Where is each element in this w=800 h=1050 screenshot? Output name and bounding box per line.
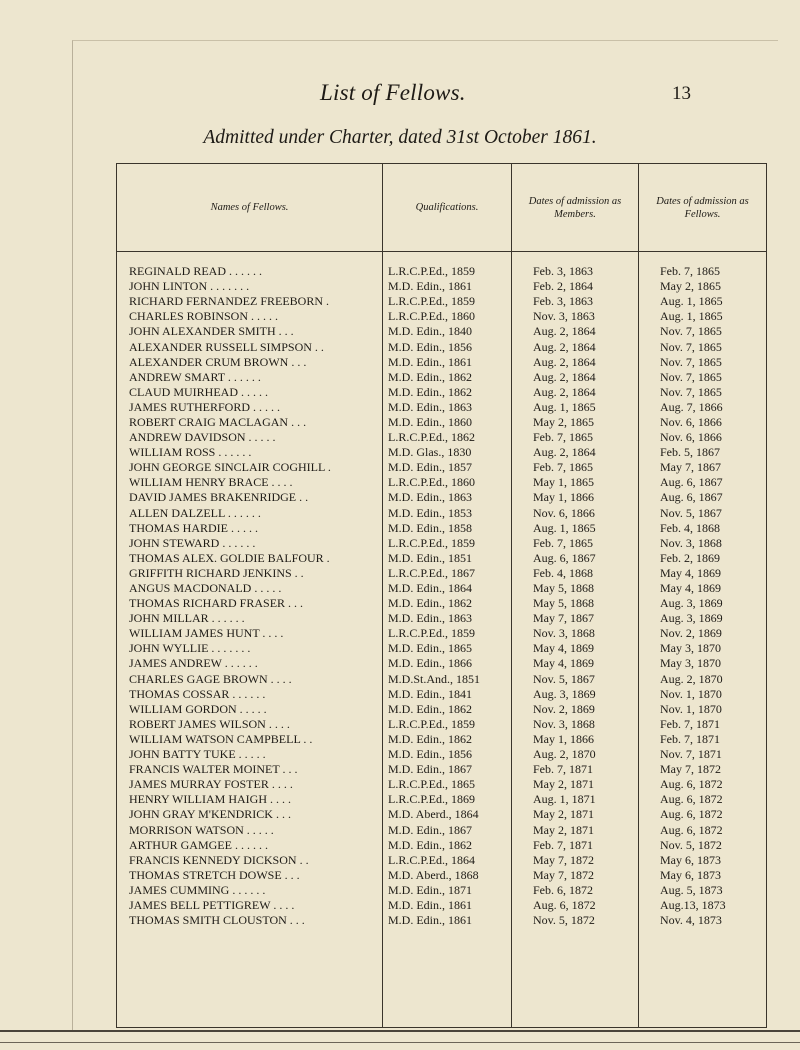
fellow-date: Feb. 7, 1871: [660, 716, 720, 731]
fellow-date: Aug. 1, 1865: [660, 309, 723, 324]
member-date: May 7, 1867: [512, 611, 639, 626]
qualification: M.D. Edin., 1862: [383, 596, 512, 611]
member-date: May 1, 1866: [512, 732, 639, 747]
qualification: M.D. Edin., 1863: [383, 490, 512, 505]
member-date: Nov. 2, 1869: [512, 702, 639, 717]
fellow-date: Feb. 7, 1871: [660, 731, 720, 746]
qualification: M.D. Edin., 1861: [383, 355, 512, 370]
qualification: L.R.C.P.Ed., 1860: [383, 475, 512, 490]
qualification: M.D. Edin., 1861: [383, 279, 512, 294]
member-date: Nov. 3, 1863: [512, 309, 639, 324]
fellow-name: JAMES CUMMING . . . . . .: [117, 883, 383, 898]
table-row: [117, 506, 767, 521]
member-date: Feb. 7, 1865: [512, 430, 639, 445]
fellow-name: JAMES ANDREW . . . . . .: [117, 656, 383, 671]
member-date: May 4, 1869: [512, 656, 639, 671]
fellow-date: May 7, 1867: [660, 460, 721, 475]
qualification: M.D. Edin., 1863: [383, 611, 512, 626]
member-date: Feb. 3, 1863: [512, 252, 639, 280]
table-row: [117, 853, 767, 868]
table-row: [117, 641, 767, 656]
fellow-date: Aug. 7, 1866: [660, 399, 723, 414]
table-row: [117, 279, 767, 294]
member-date: May 4, 1869: [512, 641, 639, 656]
qualification: L.R.C.P.Ed., 1859: [383, 252, 512, 280]
member-date: May 5, 1868: [512, 581, 639, 596]
fellow-date: Aug. 6, 1872: [660, 822, 723, 837]
fellow-name: JOHN GEORGE SINCLAIR COGHILL .: [117, 460, 383, 475]
fellow-name: WILLIAM HENRY BRACE . . . .: [117, 475, 383, 490]
member-date: Feb. 3, 1863: [512, 294, 639, 309]
table-row: [117, 536, 767, 551]
member-date: May 2, 1865: [512, 415, 639, 430]
column-header-fellow-dates: Dates of admission as Fellows.: [639, 164, 767, 252]
qualification: M.D. Edin., 1862: [383, 385, 512, 400]
member-date: May 2, 1871: [512, 777, 639, 792]
fellow-name: CHARLES ROBINSON . . . . .: [117, 309, 383, 324]
fellow-name: ANDREW SMART . . . . . .: [117, 370, 383, 385]
fellow-date: May 4, 1869: [660, 581, 721, 596]
qualification: M.D.St.And., 1851: [383, 672, 512, 687]
qualification: L.R.C.P.Ed., 1865: [383, 777, 512, 792]
fellow-name: JOHN WYLLIE . . . . . . .: [117, 641, 383, 656]
member-date: Aug. 2, 1864: [512, 370, 639, 385]
member-date: May 1, 1866: [512, 490, 639, 505]
fellow-name: THOMAS HARDIE . . . . .: [117, 521, 383, 536]
fellow-date: Nov. 2, 1869: [660, 626, 722, 641]
member-date: Aug. 1, 1865: [512, 521, 639, 536]
table-row: [117, 762, 767, 777]
table-row: [117, 792, 767, 807]
fellow-date: Aug. 6, 1867: [660, 475, 723, 490]
qualification: L.R.C.P.Ed., 1859: [383, 717, 512, 732]
member-date: Aug. 2, 1864: [512, 324, 639, 339]
fellow-name: MORRISON WATSON . . . . .: [117, 822, 383, 837]
member-date: Nov. 5, 1872: [512, 913, 639, 1028]
qualification: M.D. Edin., 1851: [383, 551, 512, 566]
qualification: M.D. Aberd., 1868: [383, 868, 512, 883]
table-row: [117, 596, 767, 611]
table-row: [117, 898, 767, 913]
table-row: [117, 822, 767, 837]
member-date: May 5, 1868: [512, 596, 639, 611]
qualification: M.D. Edin., 1853: [383, 506, 512, 521]
fellow-name: WILLIAM WATSON CAMPBELL . .: [117, 732, 383, 747]
member-date: Nov. 3, 1868: [512, 626, 639, 641]
fellow-date: Aug. 1, 1865: [660, 294, 723, 309]
fellow-name: RICHARD FERNANDEZ FREEBORN .: [117, 294, 383, 309]
column-header-member-dates: Dates of admission as Members.: [512, 164, 639, 252]
table-row: [117, 415, 767, 430]
qualification: L.R.C.P.Ed., 1869: [383, 792, 512, 807]
table-row: [117, 656, 767, 671]
member-date: Aug. 2, 1864: [512, 339, 639, 354]
fellow-name: JOHN LINTON . . . . . . .: [117, 279, 383, 294]
fellow-name: JOHN BATTY TUKE . . . . .: [117, 747, 383, 762]
page-title: List of Fellows.: [320, 80, 466, 105]
table-row: [117, 460, 767, 475]
member-date: Aug. 6, 1867: [512, 551, 639, 566]
fellow-date: Feb. 4, 1868: [660, 520, 720, 535]
qualification: M.D. Edin., 1865: [383, 641, 512, 656]
table-row: [117, 355, 767, 370]
table-row: [117, 294, 767, 309]
table-row: [117, 732, 767, 747]
fellow-date: Aug. 6, 1872: [660, 807, 723, 822]
table-row: [117, 430, 767, 445]
qualification: M.D. Edin., 1860: [383, 415, 512, 430]
qualification: M.D. Edin., 1857: [383, 460, 512, 475]
member-date: May 2, 1871: [512, 807, 639, 822]
page-number: 13: [672, 83, 691, 104]
fellow-date: May 3, 1870: [660, 641, 721, 656]
table-row: [117, 838, 767, 853]
member-date: Nov. 6, 1866: [512, 506, 639, 521]
table-row: [117, 385, 767, 400]
fellow-date: Nov. 5, 1867: [660, 505, 722, 520]
member-date: Feb. 2, 1864: [512, 279, 639, 294]
member-date: Feb. 7, 1871: [512, 762, 639, 777]
table-row: [117, 370, 767, 385]
fellow-name: ANGUS MACDONALD . . . . .: [117, 581, 383, 596]
fellow-date: Nov. 6, 1866: [660, 414, 722, 429]
qualification: M.D. Edin., 1862: [383, 370, 512, 385]
member-date: May 1, 1865: [512, 475, 639, 490]
fellow-name: CLAUD MUIRHEAD . . . . .: [117, 385, 383, 400]
qualification: M.D. Edin., 1867: [383, 822, 512, 837]
fellow-name: WILLIAM GORDON . . . . .: [117, 702, 383, 717]
fellow-name: JAMES MURRAY FOSTER . . . .: [117, 777, 383, 792]
qualification: M.D. Edin., 1863: [383, 400, 512, 415]
fellow-name: ALEXANDER CRUM BROWN . . .: [117, 355, 383, 370]
fellow-date: Feb. 7, 1865: [660, 264, 720, 279]
table-row: [117, 611, 767, 626]
table-row: [117, 339, 767, 354]
fellow-name: HENRY WILLIAM HAIGH . . . .: [117, 792, 383, 807]
member-date: Aug. 1, 1865: [512, 400, 639, 415]
fellow-name: REGINALD READ . . . . . .: [117, 252, 383, 280]
member-date: May 2, 1871: [512, 822, 639, 837]
table-row: [117, 687, 767, 702]
table-row: [117, 521, 767, 536]
fellows-table: [116, 163, 767, 1028]
member-date: Aug. 2, 1864: [512, 385, 639, 400]
member-date: Aug. 3, 1869: [512, 687, 639, 702]
table-row: [117, 581, 767, 596]
fellow-name: THOMAS SMITH CLOUSTON . . .: [117, 913, 383, 1028]
fellow-name: CHARLES GAGE BROWN . . . .: [117, 672, 383, 687]
fellow-date: Nov. 1, 1870: [660, 701, 722, 716]
fellow-name: JOHN MILLAR . . . . . .: [117, 611, 383, 626]
fellow-date: Aug. 5, 1873: [660, 882, 723, 897]
member-date: Aug. 2, 1870: [512, 747, 639, 762]
qualification: M.D. Edin., 1856: [383, 747, 512, 762]
fellow-name: FRANCIS WALTER MOINET . . .: [117, 762, 383, 777]
qualification: M.D. Aberd., 1864: [383, 807, 512, 822]
fellow-date: Aug.13, 1873: [660, 897, 726, 912]
qualification: L.R.C.P.Ed., 1867: [383, 566, 512, 581]
fellow-name: ROBERT JAMES WILSON . . . .: [117, 717, 383, 732]
qualification: M.D. Edin., 1866: [383, 656, 512, 671]
fellow-name: GRIFFITH RICHARD JENKINS . .: [117, 566, 383, 581]
fellow-name: THOMAS STRETCH DOWSE . . .: [117, 868, 383, 883]
qualification: M.D. Edin., 1840: [383, 324, 512, 339]
table-row: [117, 717, 767, 732]
member-date: Feb. 6, 1872: [512, 883, 639, 898]
member-date: Aug. 2, 1864: [512, 445, 639, 460]
qualification: L.R.C.P.Ed., 1860: [383, 309, 512, 324]
qualification: M.D. Edin., 1841: [383, 687, 512, 702]
qualification: M.D. Edin., 1864: [383, 581, 512, 596]
table-row: [117, 400, 767, 415]
bottom-rule: [0, 1030, 800, 1043]
fellow-date: May 4, 1869: [660, 565, 721, 580]
qualification: M.D. Edin., 1862: [383, 732, 512, 747]
fellow-date: May 6, 1873: [660, 867, 721, 882]
fellow-date: Nov. 6, 1866: [660, 430, 722, 445]
table-row: [117, 626, 767, 641]
member-date: May 7, 1872: [512, 853, 639, 868]
qualification: M.D. Edin., 1861: [383, 898, 512, 913]
fellow-date: May 6, 1873: [660, 852, 721, 867]
fellow-name: JOHN GRAY M'KENDRICK . . .: [117, 807, 383, 822]
fellow-date: May 3, 1870: [660, 656, 721, 671]
qualification: L.R.C.P.Ed., 1864: [383, 853, 512, 868]
fellow-name: THOMAS COSSAR . . . . . .: [117, 687, 383, 702]
fellow-date: Nov. 4, 1873: [660, 913, 722, 928]
member-date: May 7, 1872: [512, 868, 639, 883]
fellow-name: ROBERT CRAIG MACLAGAN . . .: [117, 415, 383, 430]
fellow-name: ALLEN DALZELL . . . . . .: [117, 506, 383, 521]
member-date: Aug. 2, 1864: [512, 355, 639, 370]
qualification: L.R.C.P.Ed., 1859: [383, 294, 512, 309]
fellow-date: Nov. 1, 1870: [660, 686, 722, 701]
member-date: Aug. 6, 1872: [512, 898, 639, 913]
table-row: [117, 777, 767, 792]
column-header-names: Names of Fellows.: [117, 164, 383, 252]
table-body: [117, 252, 767, 1028]
qualification: M.D. Edin., 1856: [383, 339, 512, 354]
table-row: [117, 672, 767, 687]
member-date: Aug. 1, 1871: [512, 792, 639, 807]
fellow-date: Aug. 3, 1869: [660, 611, 723, 626]
fellow-date: Nov. 7, 1865: [660, 339, 722, 354]
fellow-name: JOHN STEWARD . . . . . .: [117, 536, 383, 551]
member-date: Nov. 3, 1868: [512, 717, 639, 732]
table-row: [117, 551, 767, 566]
table-row: [117, 566, 767, 581]
member-date: Feb. 7, 1865: [512, 460, 639, 475]
fellow-date: Aug. 2, 1870: [660, 671, 723, 686]
fellow-name: DAVID JAMES BRAKENRIDGE . .: [117, 490, 383, 505]
table-row: [117, 490, 767, 505]
qualification: M.D. Edin., 1858: [383, 521, 512, 536]
member-date: Feb. 7, 1865: [512, 536, 639, 551]
fellow-name: ANDREW DAVIDSON . . . . .: [117, 430, 383, 445]
table-row: [117, 252, 767, 280]
fellow-date: Nov. 7, 1865: [660, 354, 722, 369]
fellow-date: Aug. 6, 1872: [660, 777, 723, 792]
table-row: [117, 883, 767, 898]
column-header-qualifications: Qualifications.: [383, 164, 512, 252]
fellow-name: FRANCIS KENNEDY DICKSON . .: [117, 853, 383, 868]
fellow-date: Aug. 6, 1872: [660, 792, 723, 807]
qualification: M.D. Edin., 1861: [383, 913, 512, 1028]
table-row: [117, 702, 767, 717]
fellow-name: THOMAS ALEX. GOLDIE BALFOUR .: [117, 551, 383, 566]
fellow-date: Feb. 2, 1869: [660, 550, 720, 565]
fellow-name: JOHN ALEXANDER SMITH . . .: [117, 324, 383, 339]
fellow-date: Nov. 5, 1872: [660, 837, 722, 852]
member-date: Feb. 7, 1871: [512, 838, 639, 853]
qualification: L.R.C.P.Ed., 1859: [383, 626, 512, 641]
fellow-date: May 2, 1865: [660, 279, 721, 294]
table-row: [117, 913, 767, 1028]
table-row: [117, 475, 767, 490]
qualification: M.D. Glas., 1830: [383, 445, 512, 460]
fellow-date: Nov. 7, 1865: [660, 369, 722, 384]
fellow-name: ALEXANDER RUSSELL SIMPSON . .: [117, 339, 383, 354]
fellow-date: Aug. 6, 1867: [660, 490, 723, 505]
fellow-name: THOMAS RICHARD FRASER . . .: [117, 596, 383, 611]
fellow-name: JAMES RUTHERFORD . . . . .: [117, 400, 383, 415]
table-row: [117, 807, 767, 822]
table-row: [117, 324, 767, 339]
qualification: M.D. Edin., 1862: [383, 838, 512, 853]
qualification: M.D. Edin., 1862: [383, 702, 512, 717]
fellow-name: WILLIAM ROSS . . . . . .: [117, 445, 383, 460]
fellow-date: May 7, 1872: [660, 762, 721, 777]
table-row: [117, 868, 767, 883]
fellow-date: Nov. 7, 1865: [660, 384, 722, 399]
qualification: L.R.C.P.Ed., 1862: [383, 430, 512, 445]
table-row: [117, 309, 767, 324]
table-header-row: [117, 164, 767, 252]
page-subtitle: Admitted under Charter, dated 31st October 1861.: [203, 127, 597, 148]
fellow-date: Nov. 3, 1868: [660, 535, 722, 550]
member-date: Feb. 4, 1868: [512, 566, 639, 581]
table-row: [117, 747, 767, 762]
fellow-date: Nov. 7, 1871: [660, 747, 722, 762]
member-date: Nov. 5, 1867: [512, 672, 639, 687]
qualification: M.D. Edin., 1867: [383, 762, 512, 777]
qualification: M.D. Edin., 1871: [383, 883, 512, 898]
qualification: L.R.C.P.Ed., 1859: [383, 536, 512, 551]
fellow-name: JAMES BELL PETTIGREW . . . .: [117, 898, 383, 913]
fellow-date: Aug. 3, 1869: [660, 596, 723, 611]
fellow-name: ARTHUR GAMGEE . . . . . .: [117, 838, 383, 853]
fellow-name: WILLIAM JAMES HUNT . . . .: [117, 626, 383, 641]
table-row: [117, 445, 767, 460]
fellow-date: Nov. 7, 1865: [660, 324, 722, 339]
fellow-date: Feb. 5, 1867: [660, 445, 720, 460]
